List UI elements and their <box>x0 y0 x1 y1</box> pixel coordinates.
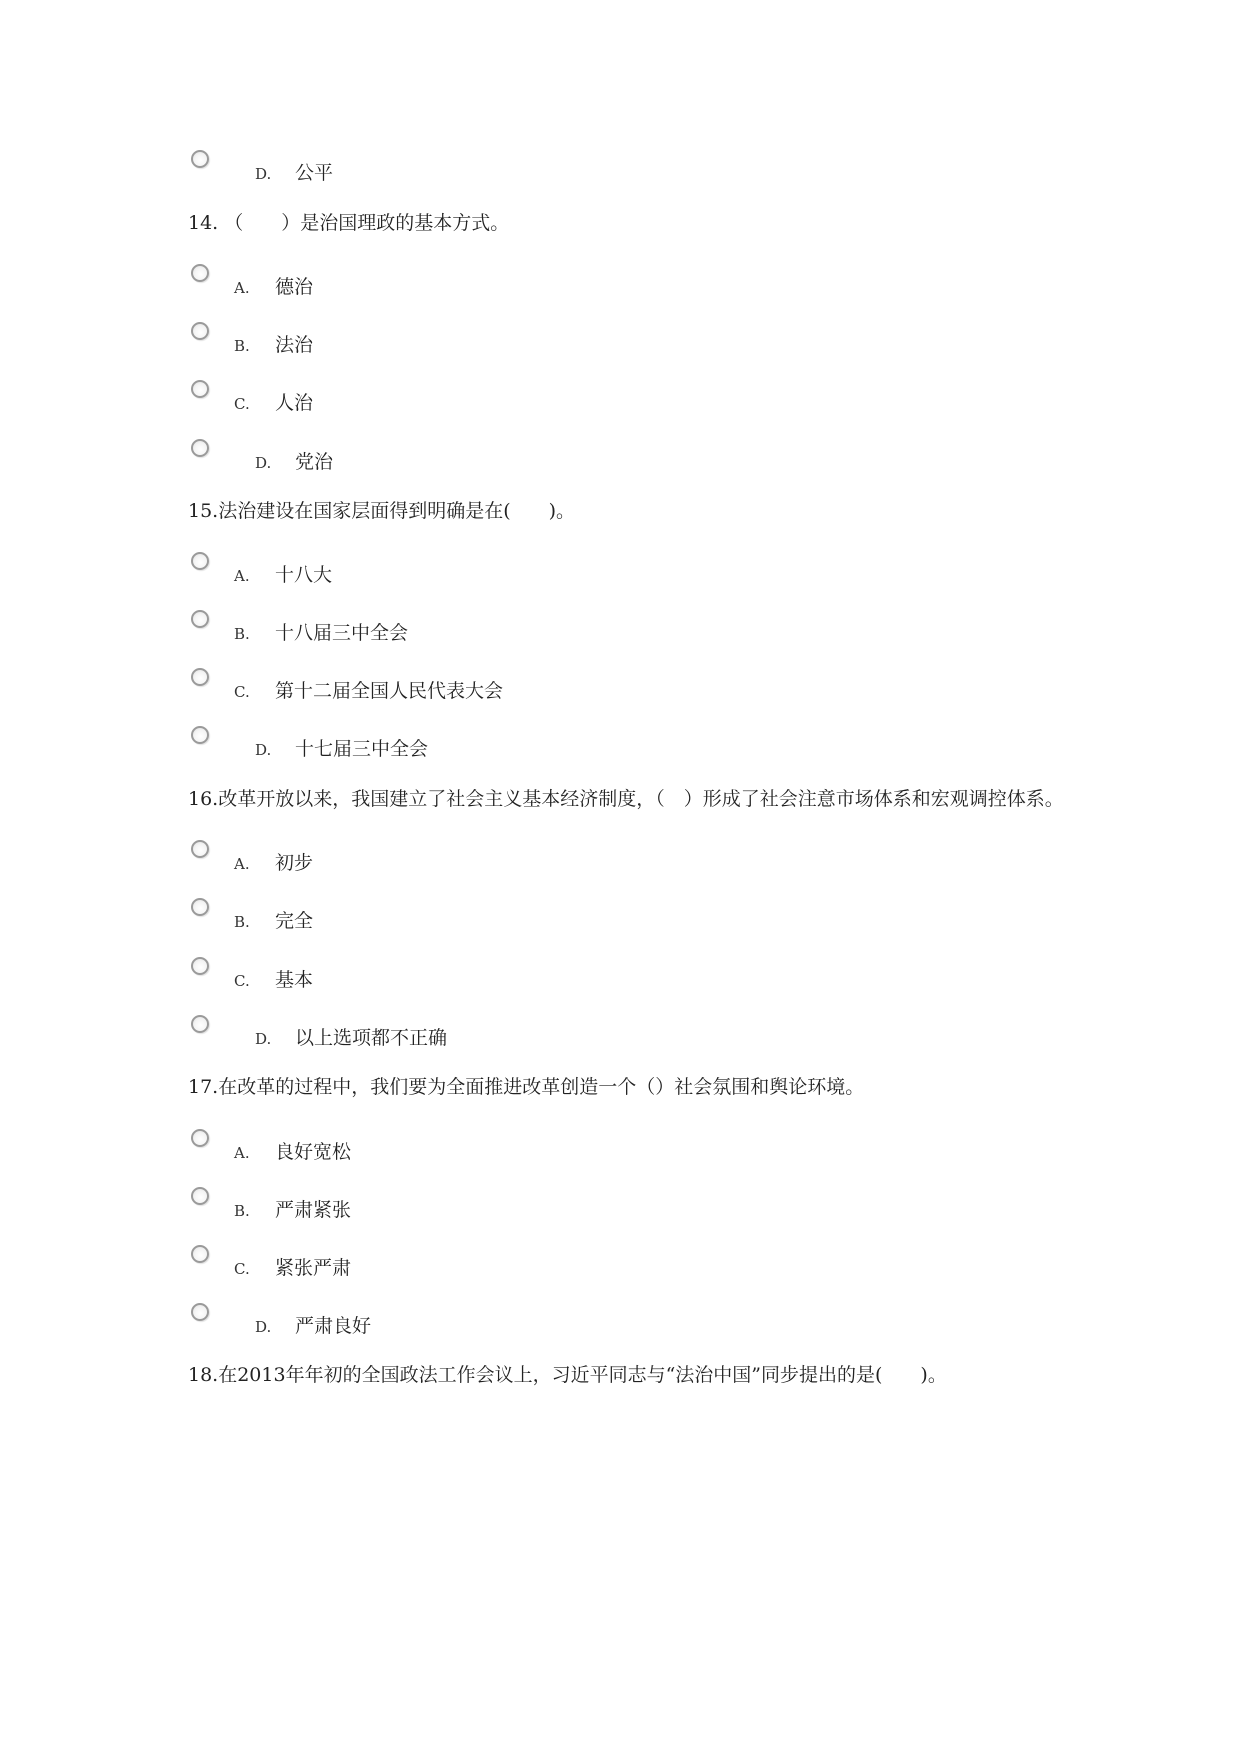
option-text: 十八大 <box>275 564 333 586</box>
option-text: 基本 <box>275 969 314 991</box>
option-letter: C. <box>234 1260 250 1278</box>
radio-button[interactable] <box>191 1129 209 1147</box>
radio-button[interactable] <box>191 1187 209 1205</box>
question-16-title: 16.改革开放以来，我国建立了社会主义基本经济制度，（ ）形成了社会注意市场体系和宏观调控体系。 <box>188 788 1064 810</box>
radio-button[interactable] <box>191 1245 209 1263</box>
option-letter: D. <box>255 1318 272 1336</box>
question-18-title: 18.在2013年年初的全国政法工作会议上，习近平同志与“法治中国”同步提出的是( )。 <box>188 1364 947 1386</box>
option-text: 紧张严肃 <box>275 1257 352 1279</box>
option-letter: C. <box>234 683 250 701</box>
option-text: 德治 <box>275 276 314 298</box>
radio-button[interactable] <box>191 552 209 570</box>
radio-button[interactable] <box>191 726 209 744</box>
radio-button[interactable] <box>191 1015 209 1033</box>
radio-button[interactable] <box>191 898 209 916</box>
option-text: 初步 <box>275 852 314 874</box>
option-letter: C. <box>234 972 250 990</box>
option-letter: A. <box>234 1144 250 1162</box>
option-text: 公平 <box>295 162 334 184</box>
radio-button[interactable] <box>191 668 209 686</box>
option-text: 严肃紧张 <box>275 1199 352 1221</box>
radio-button[interactable] <box>191 264 209 282</box>
option-text: 第十二届全国人民代表大会 <box>275 680 504 702</box>
radio-button[interactable] <box>191 439 209 457</box>
option-text: 十八届三中全会 <box>275 622 409 644</box>
option-letter: D. <box>255 741 272 759</box>
option-letter: A. <box>234 855 250 873</box>
option-text: 法治 <box>275 334 314 356</box>
option-text: 十七届三中全会 <box>295 738 429 760</box>
option-letter: A. <box>234 279 250 297</box>
option-text: 严肃良好 <box>295 1315 372 1337</box>
radio-button[interactable] <box>191 1303 209 1321</box>
option-letter: B. <box>234 913 250 931</box>
option-text: 人治 <box>275 392 314 414</box>
radio-button[interactable] <box>191 322 209 340</box>
question-15-title: 15.法治建设在国家层面得到明确是在( )。 <box>188 500 576 522</box>
option-letter: A. <box>234 567 250 585</box>
option-letter: C. <box>234 395 250 413</box>
radio-button[interactable] <box>191 380 209 398</box>
option-letter: B. <box>234 625 250 643</box>
radio-button[interactable] <box>191 840 209 858</box>
option-text: 以上选项都不正确 <box>295 1027 448 1049</box>
option-letter: B. <box>234 1202 250 1220</box>
option-letter: D. <box>255 454 272 472</box>
question-14-title: 14. （ ）是治国理政的基本方式。 <box>188 212 510 234</box>
option-text: 完全 <box>275 910 314 932</box>
option-text: 党治 <box>295 451 334 473</box>
option-text: 良好宽松 <box>275 1141 352 1163</box>
radio-button[interactable] <box>191 957 209 975</box>
radio-button[interactable] <box>191 150 209 168</box>
option-letter: B. <box>234 337 250 355</box>
option-letter: D. <box>255 1030 272 1048</box>
question-17-title: 17.在改革的过程中，我们要为全面推进改革创造一个（）社会氛围和舆论环境。 <box>188 1076 865 1098</box>
radio-button[interactable] <box>191 610 209 628</box>
option-letter: D. <box>255 165 272 183</box>
